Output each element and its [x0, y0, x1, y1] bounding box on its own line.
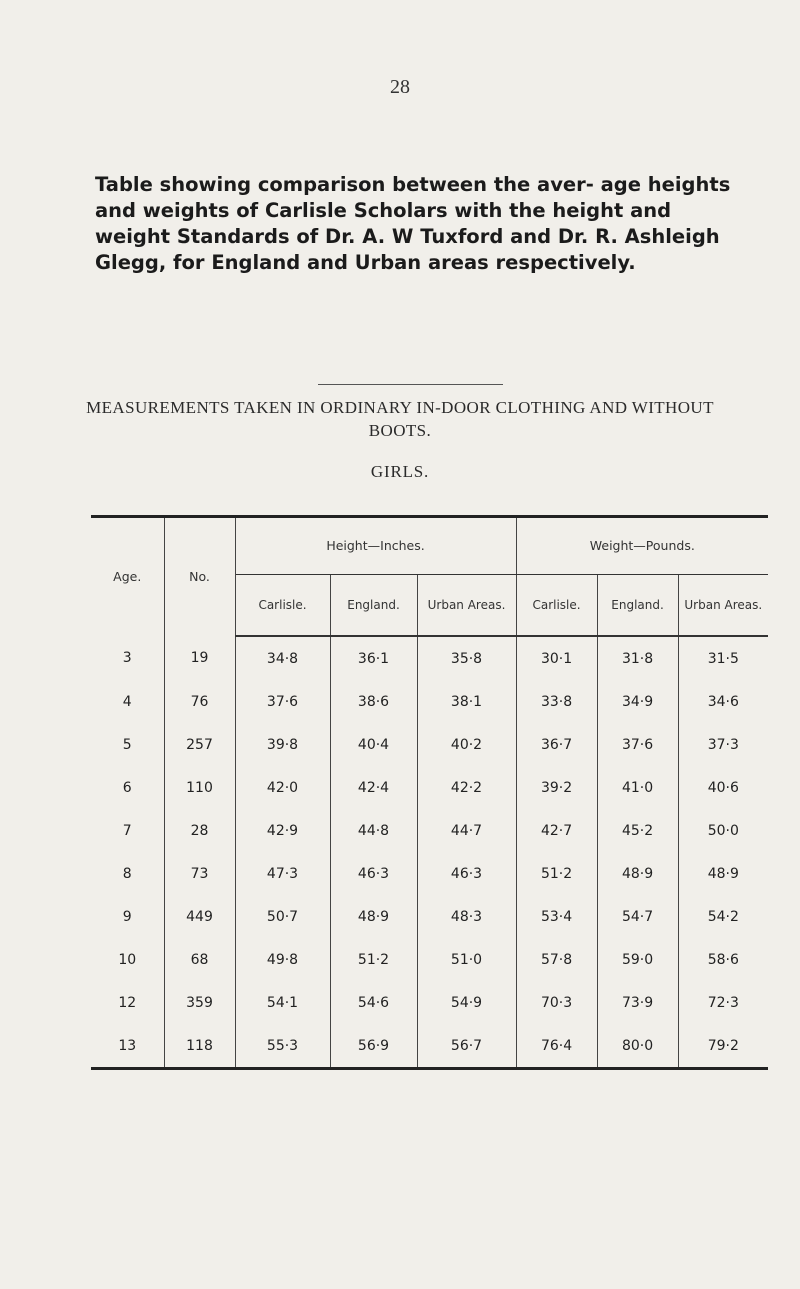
table-row: [91, 1024, 768, 1069]
cell-weight-carlisle: 30·1: [516, 636, 597, 680]
cell-height-carlisle: 49·8: [235, 938, 330, 981]
cell-weight-urban: 34·6: [707, 693, 739, 710]
cell-height-carlisle: 34·8: [235, 636, 330, 680]
table-row: [91, 809, 768, 852]
cell-height-carlisle: 50·7: [235, 895, 330, 938]
cell-number: 118: [164, 1024, 235, 1069]
header-weight-group: Weight—Pounds.: [516, 517, 768, 575]
cell-number: 257: [164, 723, 235, 766]
cell-height-carlisle: 54·1: [235, 981, 330, 1024]
table-body: [91, 636, 768, 1069]
cell-height-england: 56·9: [330, 1024, 417, 1069]
table-row: [91, 766, 768, 809]
cell-age: 8: [91, 852, 164, 895]
cell-weight-england: 31·8: [597, 636, 678, 680]
cell-height-urban: 44·7: [417, 809, 516, 852]
cell-weight-england: 48·9: [597, 852, 678, 895]
cell-weight-england: 37·6: [597, 723, 678, 766]
cell-weight-urban: 58·6: [707, 951, 739, 968]
cell-height-urban: 48·3: [417, 895, 516, 938]
cell-age: 4: [91, 680, 164, 723]
cell-number: 110: [164, 766, 235, 809]
cell-weight-urban: 40·6: [707, 779, 739, 796]
cell-weight-carlisle: 70·3: [516, 981, 597, 1024]
cell-weight-urban: 48·9: [707, 865, 739, 882]
cell-age: 6: [91, 766, 164, 809]
cell-height-urban: 35·8: [417, 636, 516, 680]
page-number: 28: [390, 76, 410, 98]
header-height-group: Height—Inches.: [235, 517, 516, 575]
header-weight-urban: Urban Areas.: [678, 575, 768, 637]
cell-height-england: 46·3: [330, 852, 417, 895]
cell-weight-england: 54·7: [597, 895, 678, 938]
header-height-england: England.: [330, 575, 417, 637]
cell-weight-urban: 54·2: [707, 908, 739, 925]
table-row: [91, 852, 768, 895]
cell-weight-england: 45·2: [597, 809, 678, 852]
cell-height-carlisle: 39·8: [235, 723, 330, 766]
cell-height-carlisle: 47·3: [235, 852, 330, 895]
cell-height-england: 38·6: [330, 680, 417, 723]
header-weight-carlisle: Carlisle.: [516, 575, 597, 637]
cell-weight-urban: 37·3: [707, 736, 739, 753]
cell-number: 73: [164, 852, 235, 895]
cell-age: 3: [91, 636, 164, 680]
cell-height-carlisle: 37·6: [235, 680, 330, 723]
cell-weight-urban: 79·2: [707, 1037, 739, 1054]
measurement-note: MEASUREMENTS TAKEN IN ORDINARY IN-DOOR CLOTHING AND WITHOUT BOOTS.: [86, 398, 714, 440]
table-row: [91, 636, 768, 680]
cell-weight-carlisle: 51·2: [516, 852, 597, 895]
cell-height-urban: 42·2: [417, 766, 516, 809]
table-title: Table showing comparison between the aver- age heights and weights of Carlisle Scholars with the height and weight Standards of Dr. A. W Tuxford and Dr. R. Ashleigh Glegg, for England and Urban areas respectively.: [95, 173, 731, 274]
cell-age: 12: [91, 981, 164, 1024]
cell-number: 359: [164, 981, 235, 1024]
cell-weight-urban: 72·3: [707, 994, 739, 1011]
comparison-table: [91, 515, 768, 1070]
cell-weight-carlisle: 53·4: [516, 895, 597, 938]
cell-age: 9: [91, 895, 164, 938]
cell-weight-urban: 50·0: [707, 822, 739, 839]
cell-age: 13: [91, 1024, 164, 1069]
cell-height-urban: 40·2: [417, 723, 516, 766]
header-height-carlisle: Carlisle.: [235, 575, 330, 637]
cell-height-urban: 54·9: [417, 981, 516, 1024]
cell-number: 76: [164, 680, 235, 723]
table-row: [91, 981, 768, 1024]
cell-height-england: 54·6: [330, 981, 417, 1024]
header-age: Age.: [91, 517, 164, 637]
cell-weight-england: 41·0: [597, 766, 678, 809]
cell-height-carlisle: 42·9: [235, 809, 330, 852]
cell-age: 5: [91, 723, 164, 766]
section-heading-girls: GIRLS.: [370, 462, 430, 481]
cell-age: 7: [91, 809, 164, 852]
cell-height-england: 51·2: [330, 938, 417, 981]
cell-weight-carlisle: 39·2: [516, 766, 597, 809]
cell-height-urban: 51·0: [417, 938, 516, 981]
cell-number: 68: [164, 938, 235, 981]
cell-height-urban: 56·7: [417, 1024, 516, 1069]
table-row: [91, 895, 768, 938]
cell-number: 449: [164, 895, 235, 938]
header-weight-england: England.: [597, 575, 678, 637]
cell-height-england: 48·9: [330, 895, 417, 938]
comparison-table-container: [91, 515, 768, 1070]
cell-weight-urban: 31·5: [707, 650, 739, 667]
cell-number: 28: [164, 809, 235, 852]
cell-weight-england: 34·9: [597, 680, 678, 723]
header-height-urban: Urban Areas.: [417, 575, 516, 637]
table-row: [91, 723, 768, 766]
cell-weight-england: 59·0: [597, 938, 678, 981]
cell-age: 10: [91, 938, 164, 981]
cell-height-england: 40·4: [330, 723, 417, 766]
cell-height-england: 36·1: [330, 636, 417, 680]
cell-height-carlisle: 55·3: [235, 1024, 330, 1069]
table-row: [91, 680, 768, 723]
header-number: No.: [164, 517, 235, 637]
cell-weight-england: 73·9: [597, 981, 678, 1024]
cell-height-urban: 38·1: [417, 680, 516, 723]
cell-weight-england: 80·0: [597, 1024, 678, 1069]
cell-weight-carlisle: 76·4: [516, 1024, 597, 1069]
cell-weight-carlisle: 33·8: [516, 680, 597, 723]
cell-height-england: 42·4: [330, 766, 417, 809]
cell-height-urban: 46·3: [417, 852, 516, 895]
cell-height-carlisle: 42·0: [235, 766, 330, 809]
cell-weight-carlisle: 57·8: [516, 938, 597, 981]
cell-number: 19: [164, 636, 235, 680]
cell-height-england: 44·8: [330, 809, 417, 852]
divider-rule: [318, 384, 503, 385]
cell-weight-carlisle: 42·7: [516, 809, 597, 852]
cell-weight-carlisle: 36·7: [516, 723, 597, 766]
table-row: [91, 938, 768, 981]
